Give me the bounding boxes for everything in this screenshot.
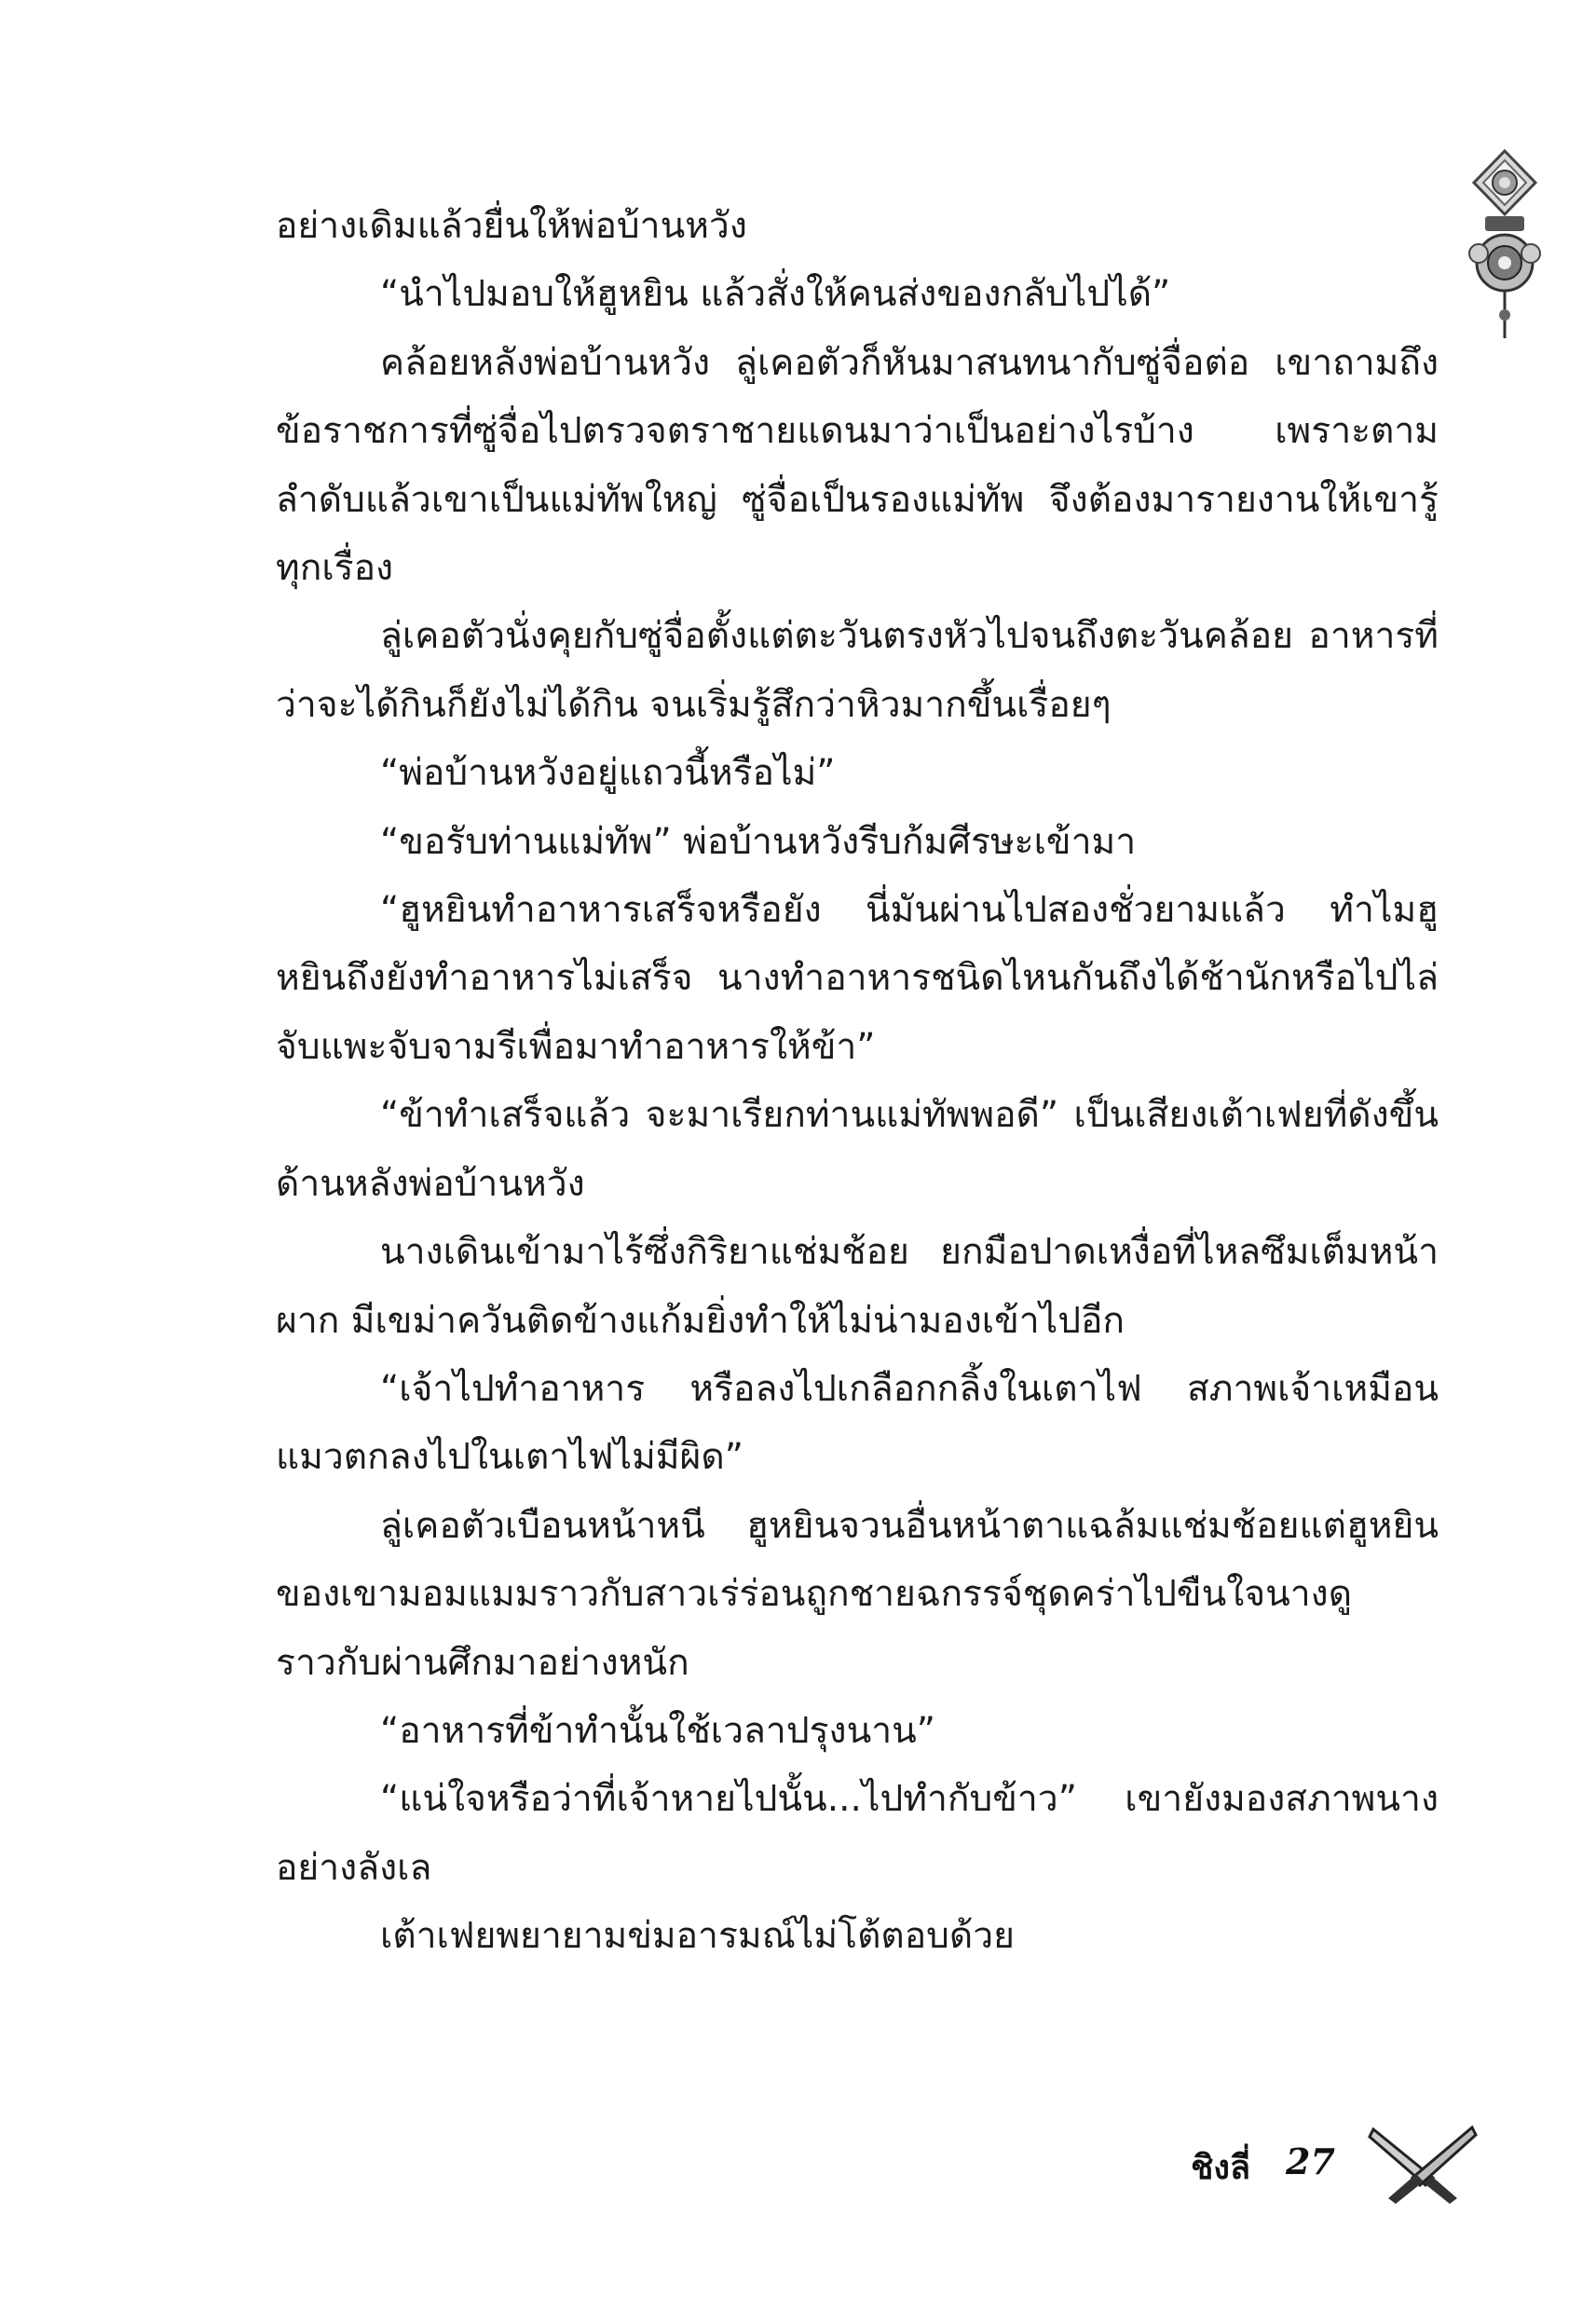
paragraph: อย่างเดิมแล้วยื่นให้พ่อบ้านหวัง: [276, 205, 747, 247]
page-footer: [1146, 2120, 1481, 2213]
crossed-knives-icon: [1368, 2120, 1478, 2206]
paragraph: “แน่ใจหรือว่าที่เจ้าหายไปนั้น...ไปทำกับข้าว” เขายังมองสภาพนางอย่างลังเล: [276, 1778, 1439, 1889]
paragraph: ลู่เคอตัวเบือนหน้าหนี ฮูหยินจวนอื่นหน้าตาแฉล้มแช่มช้อยแต่ฮูหยินของเขามอมแมมราวกับสาวเร่ร่อนถูกชายฉกรรจ์ชุดคร่าไปขืนใจนางดูราวกับผ่านศึกมาอย่างหนัก: [276, 1504, 1439, 1684]
paragraph: นางเดินเข้ามาไร้ซึ่งกิริยาแช่มช้อย ยกมือปาดเหงื่อที่ไหลซึมเต็มหน้าผาก มีเขม่าควันติดข้างแก้มยิ่งทำให้ไม่น่ามองเข้าไปอีก: [276, 1231, 1439, 1342]
paragraph: “นำไปมอบให้ฮูหยิน แล้วสั่งให้คนส่งของกลับไปได้”: [380, 273, 1171, 316]
paragraph: “พ่อบ้านหวังอยู่แถวนี้หรือไม่”: [380, 752, 836, 795]
running-head: ชิงลี่: [1191, 2148, 1251, 2187]
page-number: 27: [1286, 2140, 1335, 2182]
paragraph: คล้อยหลังพ่อบ้านหวัง ลู่เคอตัวก็หันมาสนทนากับซู่จื่อต่อ เขาถามถึงข้อราชการที่ซู่จื่อไปตรวจตราชายแดนมาว่าเป็นอย่างไรบ้าง เพราะตามลำดับแล้วเขาเป็นแม่ทัพใหญ่ ซู่จื่อเป็นรองแม่ทัพ จึงต้องมารายงานให้เขารู้ทุกเรื่อง: [276, 341, 1439, 590]
paragraph: “ขอรับท่านแม่ทัพ” พ่อบ้านหวังรีบก้มศีรษะเข้ามา: [380, 820, 1137, 863]
body-text: [276, 192, 1439, 1971]
paragraph: “เจ้าไปทำอาหาร หรือลงไปเกลือกกลิ้งในเตาไฟ สภาพเจ้าเหมือนแมวตกลงไปในเตาไฟไม่มีผิด”: [276, 1367, 1439, 1479]
paragraph: เต้าเฟยพยายามข่มอารมณ์ไม่โต้ตอบด้วย: [380, 1915, 1015, 1958]
paragraph: “ข้าทำเสร็จแล้ว จะมาเรียกท่านแม่ทัพพอดี” เป็นเสียงเต้าเฟยที่ดังขึ้นด้านหลังพ่อบ้านหวัง: [276, 1094, 1439, 1205]
paragraph: ลู่เคอตัวนั่งคุยกับซู่จื่อตั้งแต่ตะวันตรงหัวไปจนถึงตะวันคล้อย อาหารที่ว่าจะได้กินก็ยังไม่ได้กิน จนเริ่มรู้สึกว่าหิวมากขึ้นเรื่อยๆ: [276, 615, 1439, 726]
ornament-emblem-icon: [1463, 149, 1547, 340]
paragraph: “ฮูหยินทำอาหารเสร็จหรือยัง นี่มันผ่านไปสองชั่วยามแล้ว ทำไมฮูหยินถึงยังทำอาหารไม่เสร็จ นางทำอาหารชนิดไหนกันถึงได้ช้านักหรือไปไล่จับแพะจับจามรีเพื่อมาทำอาหารให้ข้า”: [276, 889, 1439, 1068]
paragraph: “อาหารที่ข้าทำนั้นใช้เวลาปรุงนาน”: [380, 1709, 935, 1752]
